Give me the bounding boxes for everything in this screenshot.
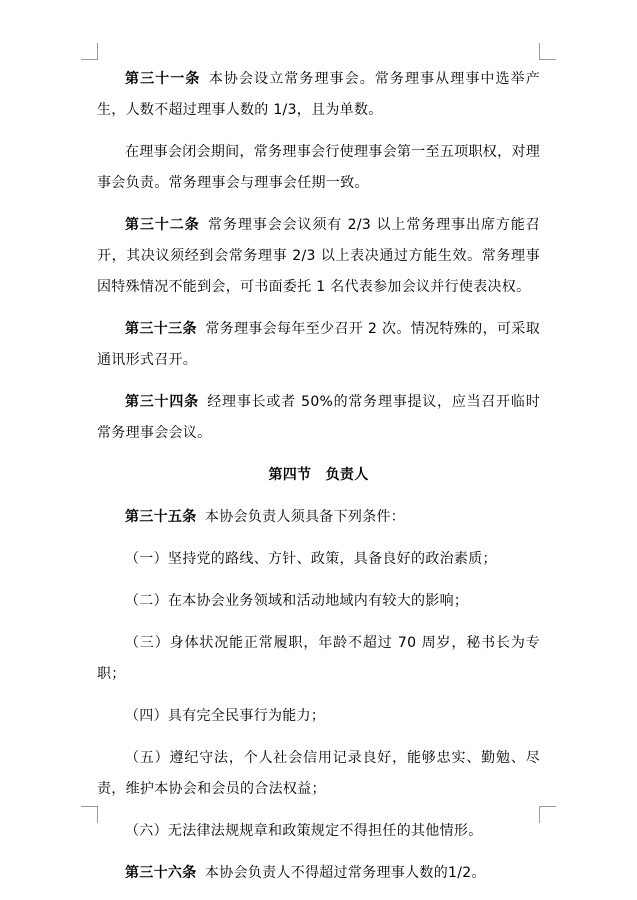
margin-corner-mark: [81, 43, 98, 60]
article-number: 第三十四条: [125, 394, 199, 410]
article-text: 常务理事会每年至少召开 2 次。情况特殊的，可采取通讯形式召开。: [97, 321, 541, 368]
article-text: 本协会负责人不得超过常务理事人数的1/2。: [204, 865, 486, 881]
document-body[interactable]: [97, 64, 540, 900]
article-paragraph: [97, 210, 540, 303]
margin-corner-mark: [539, 43, 556, 60]
article-text: 本协会设立常务理事会。常务理事从理事中选举产生，人数不超过理事人数的 1/3，且为单数。: [97, 71, 540, 118]
list-item-text: （五）遵纪守法，个人社会信用记录良好，能够忠实、勤勉、尽责，维护本协会和会员的合法权益；: [97, 750, 540, 797]
article-paragraph: [97, 137, 540, 199]
article-paragraph: [97, 387, 540, 449]
section-heading: 第四节 负责人: [268, 467, 369, 483]
list-item-text: （四）具有完全民事行为能力；: [125, 708, 326, 724]
list-item: [97, 544, 540, 575]
article-text: 在理事会闭会期间，常务理事会行使理事会第一至五项职权，对理事会负责。常务理事会与理事会任期一致。: [97, 144, 540, 191]
list-item: [97, 586, 540, 617]
list-item: [97, 701, 540, 732]
list-item-text: （三）身体状况能正常履职，年龄不超过 70 周岁，秘书长为专职；: [97, 635, 540, 682]
list-item-text: （一）坚持党的路线、方针、政策，具备良好的政治素质；: [125, 551, 497, 567]
margin-corner-mark: [81, 806, 98, 823]
article-paragraph: [97, 502, 540, 533]
list-item: [97, 628, 540, 690]
list-item-text: （二）在本协会业务领域和活动地域内有较大的影响；: [125, 593, 469, 609]
article-paragraph: [97, 314, 540, 376]
article-number: 第三十六条: [125, 865, 197, 881]
article-paragraph: [97, 858, 540, 889]
article-number: 第三十一条: [125, 71, 201, 87]
article-paragraph: [97, 64, 540, 126]
margin-corner-mark: [539, 806, 556, 823]
article-text: 本协会负责人须具备下列条件：: [204, 509, 406, 525]
list-item-text: （六）无法律法规规章和政策规定不得担任的其他情形。: [125, 823, 483, 839]
list-item: [97, 816, 540, 847]
article-number: 第三十三条: [125, 321, 197, 337]
article-text: 经理事长或者 50%的常务理事提议，应当召开临时常务理事会会议。: [97, 394, 540, 441]
list-item: [97, 743, 540, 805]
article-number: 第三十五条: [125, 509, 197, 525]
article-number: 第三十二条: [125, 217, 200, 233]
article-text: 常务理事会会议须有 2/3 以上常务理事出席方能召开，其决议须经到会常务理事 2/3 以上表决通过方能生效。常务理事因特殊情况不能到会，可书面委托 1 名代表参加会议并行使表决权。: [97, 217, 541, 295]
